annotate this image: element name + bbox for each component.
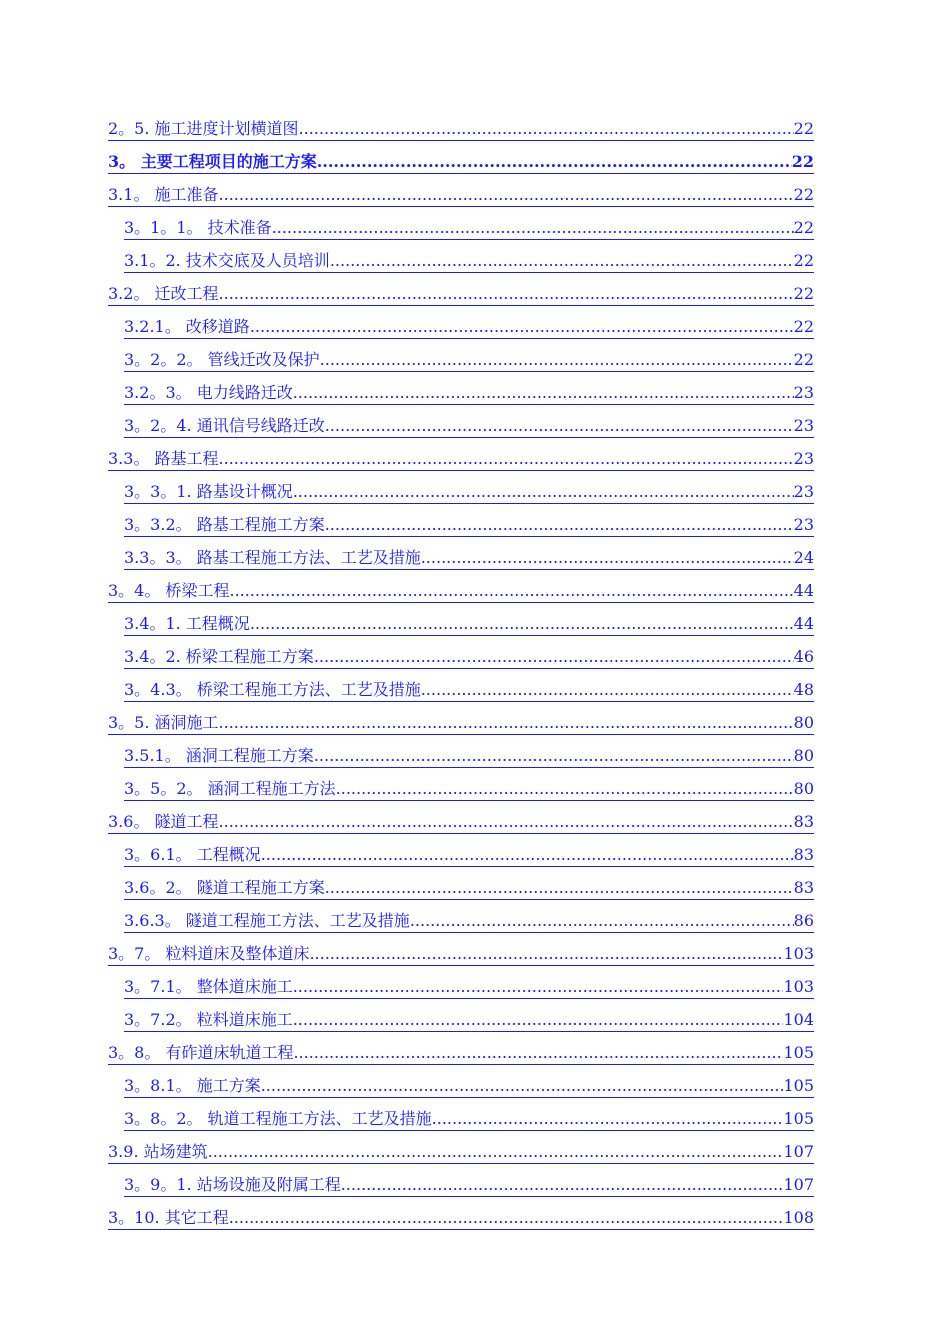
toc-page-number: 104 (783, 1010, 814, 1032)
toc-entry[interactable] (108, 905, 814, 938)
toc-dot-leader (219, 713, 794, 735)
toc-entry[interactable] (108, 179, 814, 212)
toc-page-number: 22 (794, 119, 814, 141)
toc-dot-leader (229, 581, 793, 603)
toc-dot-leader (261, 845, 794, 867)
toc-entry-title: 3。7.1。 整体道床施工 (124, 977, 293, 999)
toc-entry-title: 3。10. 其它工程 (108, 1208, 229, 1230)
toc-page-number: 107 (783, 1142, 814, 1164)
toc-page-number: 23 (794, 482, 814, 504)
toc-entry-title: 3。4.3。 桥梁工程施工方法、工艺及措施 (124, 680, 421, 702)
toc-dot-leader (317, 152, 792, 174)
toc-page-number: 24 (794, 548, 814, 570)
toc-page-number: 22 (792, 152, 814, 174)
toc-dot-leader (229, 1208, 784, 1230)
toc-entry-title: 3.5.1。 涵洞工程施工方案 (124, 746, 314, 768)
toc-entry[interactable] (108, 938, 814, 971)
toc-entry[interactable] (108, 410, 814, 443)
toc-entry-title: 3。8。2。 轨道工程施工方法、工艺及措施 (124, 1109, 432, 1131)
toc-entry-title: 3.2。 迁改工程 (108, 284, 219, 306)
toc-entry-title: 3.3。 路基工程 (108, 449, 219, 471)
toc-page-number: 105 (783, 1109, 814, 1131)
toc-dot-leader (208, 1142, 784, 1164)
toc-entry-title: 3。2。2。 管线迁改及保护 (124, 350, 320, 372)
toc-page-number: 44 (794, 614, 814, 636)
toc-entry-title: 3.6。 隧道工程 (108, 812, 219, 834)
toc-dot-leader (219, 812, 794, 834)
toc-page-number: 83 (794, 845, 814, 867)
toc-entry-title: 3。 主要工程项目的施工方案 (108, 152, 317, 174)
toc-page-number: 23 (794, 383, 814, 405)
toc-page-number: 23 (794, 515, 814, 537)
toc-entry[interactable] (108, 806, 814, 839)
toc-entry[interactable] (108, 1169, 814, 1202)
toc-page-number: 83 (794, 812, 814, 834)
toc-dot-leader (219, 449, 794, 471)
toc-entry-title: 3.2.1。 改移道路 (124, 317, 250, 339)
toc-dot-leader (341, 1175, 784, 1197)
toc-entry-title: 3。5. 涵洞施工 (108, 713, 219, 735)
toc-entry[interactable] (108, 344, 814, 377)
toc-page-number: 22 (794, 350, 814, 372)
toc-entry-title: 3.4。2. 桥梁工程施工方案 (124, 647, 314, 669)
toc-entry[interactable] (108, 1070, 814, 1103)
toc-dot-leader (320, 350, 794, 372)
toc-dot-leader (293, 383, 794, 405)
toc-entry-title: 3。8。 有砟道床轨道工程 (108, 1043, 293, 1065)
toc-page-number: 103 (783, 977, 814, 999)
toc-entry-title: 3.4。1. 工程概况 (124, 614, 250, 636)
toc-page-number: 22 (794, 218, 814, 240)
toc-page-number: 80 (794, 746, 814, 768)
toc-entry-title: 2。5. 施工进度计划横道图 (108, 119, 299, 141)
toc-entry-title: 3.3。3。 路基工程施工方法、工艺及措施 (124, 548, 421, 570)
toc-entry-title: 3.1。 施工准备 (108, 185, 219, 207)
toc-entry-title: 3。8.1。 施工方案 (124, 1076, 261, 1098)
toc-entry-title: 3。6.1。 工程概况 (124, 845, 261, 867)
toc-page-number: 44 (794, 581, 814, 603)
toc-dot-leader (293, 977, 784, 999)
toc-entry-title: 3。7.2。 粒料道床施工 (124, 1010, 293, 1032)
toc-entry[interactable] (108, 1136, 814, 1169)
toc-entry[interactable] (108, 377, 814, 410)
toc-dot-leader (272, 218, 794, 240)
toc-entry[interactable] (108, 773, 814, 806)
toc-dot-leader (325, 416, 794, 438)
toc-dot-leader (421, 548, 794, 570)
toc-entry[interactable] (108, 674, 814, 707)
toc-entry[interactable] (108, 1202, 814, 1235)
toc-dot-leader (330, 251, 794, 273)
toc-entry[interactable] (108, 311, 814, 344)
toc-entry[interactable] (108, 971, 814, 1004)
toc-entry-title: 3.6。2。 隧道工程施工方案 (124, 878, 325, 900)
toc-entry-title: 3.9. 站场建筑 (108, 1142, 208, 1164)
toc-entry[interactable] (108, 839, 814, 872)
toc-page-number: 83 (794, 878, 814, 900)
toc-dot-leader (421, 680, 794, 702)
toc-entry-title: 3。2。4. 通讯信号线路迁改 (124, 416, 325, 438)
toc-entry-title: 3。5。2。 涵洞工程施工方法 (124, 779, 336, 801)
toc-entry[interactable] (108, 707, 814, 740)
toc-dot-leader (219, 284, 794, 306)
toc-page-number: 107 (783, 1175, 814, 1197)
toc-page-number: 108 (783, 1208, 814, 1230)
toc-entry[interactable] (108, 476, 814, 509)
toc-entry[interactable] (108, 146, 814, 179)
toc-entry[interactable] (108, 212, 814, 245)
toc-dot-leader (410, 911, 794, 933)
toc-page-number: 80 (794, 713, 814, 735)
toc-entry-title: 3.1。2. 技术交底及人员培训 (124, 251, 330, 273)
toc-entry-title: 3。1。1。 技术准备 (124, 218, 272, 240)
toc-dot-leader (250, 317, 794, 339)
toc-dot-leader (293, 1043, 783, 1065)
toc-page-number: 105 (783, 1076, 814, 1098)
toc-dot-leader (250, 614, 794, 636)
toc-dot-leader (314, 647, 794, 669)
toc-entry[interactable] (108, 443, 814, 476)
toc-page-number: 22 (794, 284, 814, 306)
toc-entry[interactable] (108, 113, 814, 146)
toc-entry[interactable] (108, 608, 814, 641)
toc-dot-leader (314, 746, 794, 768)
toc-page-number: 22 (794, 185, 814, 207)
toc-page-number: 23 (794, 449, 814, 471)
toc-dot-leader (325, 878, 794, 900)
toc-entry-title: 3。4。 桥梁工程 (108, 581, 229, 603)
toc-entry-title: 3.2。3。 电力线路迁改 (124, 383, 293, 405)
toc-entry[interactable] (108, 1103, 814, 1136)
toc-page-number: 46 (794, 647, 814, 669)
toc-entry[interactable] (108, 1004, 814, 1037)
toc-entry[interactable] (108, 575, 814, 608)
toc-dot-leader (325, 515, 794, 537)
toc-page-number: 103 (783, 944, 814, 966)
toc-dot-leader (293, 1010, 784, 1032)
toc-page-number: 105 (783, 1043, 814, 1065)
toc-dot-leader (309, 944, 783, 966)
toc-entry[interactable] (108, 1037, 814, 1070)
toc-entry-title: 3。7。 粒料道床及整体道床 (108, 944, 309, 966)
toc-entry-title: 3。9。1. 站场设施及附属工程 (124, 1175, 341, 1197)
toc-dot-leader (432, 1109, 784, 1131)
toc-entry[interactable] (108, 509, 814, 542)
toc-entry[interactable] (108, 872, 814, 905)
toc-page-number: 23 (794, 416, 814, 438)
toc-page-number: 48 (794, 680, 814, 702)
toc-page-number: 22 (794, 251, 814, 273)
toc-entry[interactable] (108, 245, 814, 278)
toc-entry-title: 3.6.3。 隧道工程施工方法、工艺及措施 (124, 911, 410, 933)
toc-page-number: 86 (794, 911, 814, 933)
toc-dot-leader (293, 482, 794, 504)
toc-entry[interactable] (108, 740, 814, 773)
toc-page-number: 22 (794, 317, 814, 339)
toc-page-number: 80 (794, 779, 814, 801)
toc-entry[interactable] (108, 278, 814, 311)
toc-dot-leader (336, 779, 794, 801)
toc-dot-leader (299, 119, 794, 141)
toc-entry-title: 3。3.2。 路基工程施工方案 (124, 515, 325, 537)
table-of-contents (108, 113, 814, 1235)
toc-entry-title: 3。3。1. 路基设计概况 (124, 482, 293, 504)
toc-dot-leader (219, 185, 794, 207)
toc-entry[interactable] (108, 542, 814, 575)
toc-entry[interactable] (108, 641, 814, 674)
toc-dot-leader (261, 1076, 784, 1098)
